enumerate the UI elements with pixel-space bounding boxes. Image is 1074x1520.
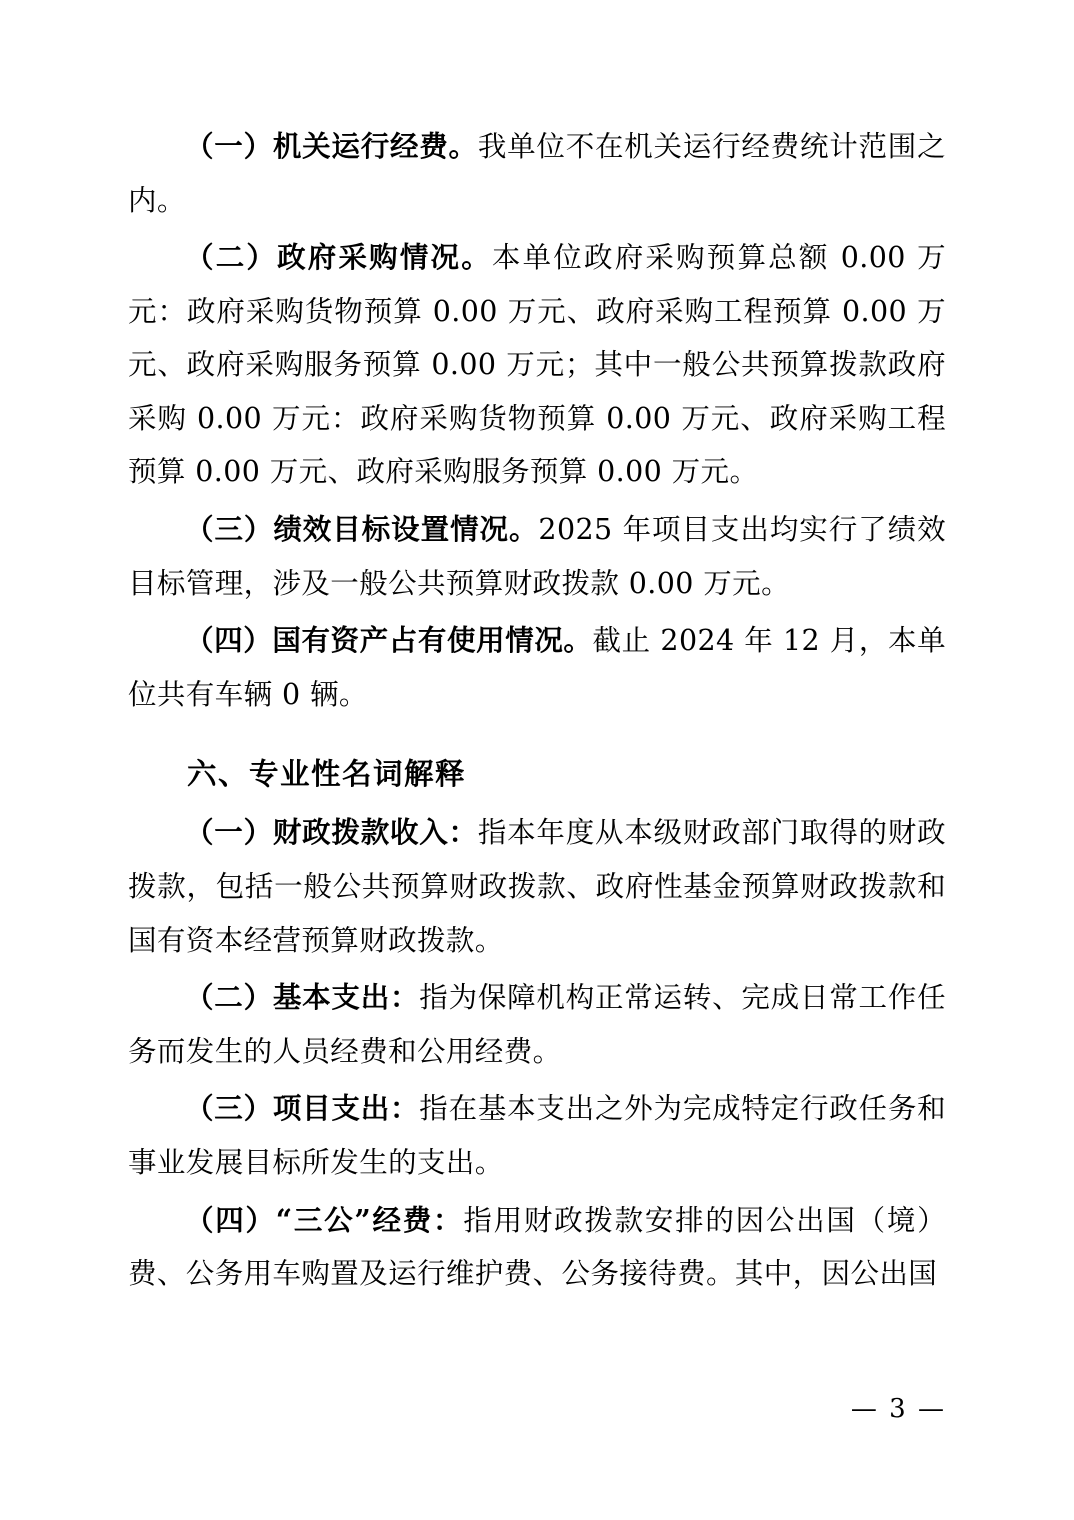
- definition-lead: （二）基本支出：: [185, 980, 420, 1015]
- paragraph-text: 本单位政府采购预算总额 0.00 万元：政府采购货物预算 0.00 万元、政府采购工程预算 0.00 万元、政府采购服务预算 0.00 万元；其中一般公共预算拨款政府采购 0.00 万元：政府采购货物预算 0.00 万元、政府采购工程预算 0.00 万元、政府采购服务预算 0.00 万元。: [128, 241, 946, 489]
- paragraph-zhengfu-caigou: [128, 231, 946, 499]
- definition-lead: （一）财政拨款收入：: [185, 815, 478, 850]
- definition-lead: （三）项目支出：: [185, 1091, 420, 1126]
- paragraph-guoyou-zichan: [128, 614, 946, 721]
- definition-caizheng-boukuan-shouru: [128, 806, 946, 967]
- paragraph-jixiao-mubiao: [128, 503, 946, 610]
- definition-jiben-zhichu: [128, 971, 946, 1078]
- definition-lead: （四）“三公”经费：: [185, 1202, 464, 1237]
- paragraph-text: 2025 年项目支出均实行了绩效目标管理，涉及一般公共预算财政拨款 0.00 万元。: [128, 513, 946, 600]
- definition-text: 指为保障机构正常运转、完成日常工作任务而发生的人员经费和公用经费。: [128, 981, 947, 1068]
- definition-text: 指本年度从本级财政部门取得的财政拨款，包括一般公共预算财政拨款、政府性基金预算财政拨款和国有资本经营预算财政拨款。: [128, 816, 946, 957]
- page-number: — 3 —: [850, 1394, 946, 1424]
- definition-xiangmu-zhichu: [128, 1082, 946, 1189]
- paragraph-jiguan-yunxing: [128, 120, 946, 227]
- paragraph-lead: （二）政府采购情况。: [185, 240, 492, 275]
- paragraph-text: 截止 2024 年 12 月，本单位共有车辆 0 辆。: [128, 624, 946, 711]
- paragraph-lead: （三）绩效目标设置情况。: [185, 512, 539, 547]
- definition-sangong-jingfei: [128, 1194, 946, 1301]
- paragraph-lead: （四）国有资产占有使用情况。: [185, 623, 593, 658]
- definition-text: 指用财政拨款安排的因公出国（境）费、公务用车购置及运行维护费、公务接待费。其中，因公出国: [128, 1203, 946, 1291]
- paragraph-text: 我单位不在机关运行经费统计范围之内。: [128, 130, 946, 217]
- document-body: [128, 120, 946, 1301]
- paragraph-lead: （一）机关运行经费。: [185, 129, 478, 163]
- definition-text: 指在基本支出之外为完成特定行政任务和事业发展目标所发生的支出。: [128, 1092, 947, 1179]
- section-heading: 六、专业性名词解释: [187, 756, 467, 792]
